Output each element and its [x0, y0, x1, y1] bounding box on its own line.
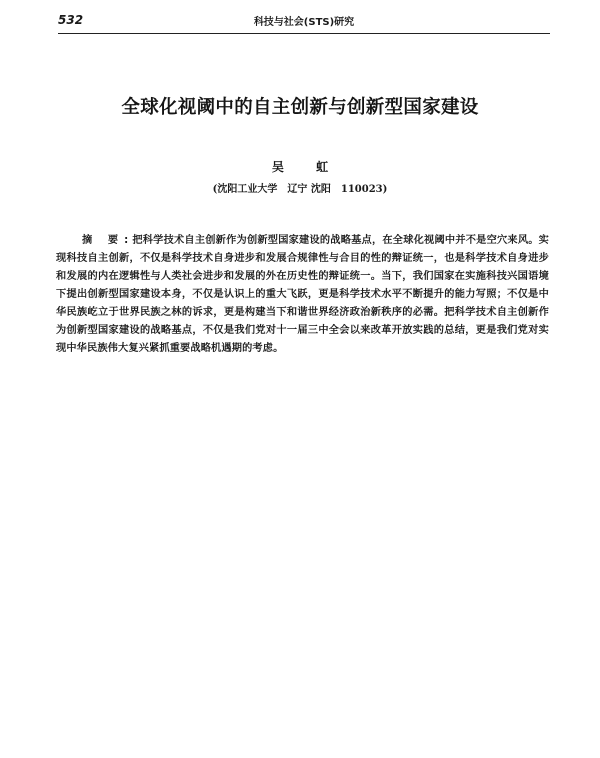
abstract-label: 摘 要: [82, 235, 135, 246]
running-header [58, 11, 550, 31]
journal-name: 科技与社会(STS)研究 [253, 17, 355, 28]
affiliation-open-paren: ( [212, 184, 218, 195]
author-affiliation [0, 180, 600, 195]
page-number: 532 [58, 13, 84, 27]
abstract-text: 把科学技术自主创新作为创新型国家建设的战略基点，在全球化视阈中并不是空穴来风。实现科技自主创新，不仅是科学技术自身进步和发展合规律性与合目的性的辩证统一，也是科学技术自身进步和发展的内在逻辑性与人类社会进步和发展的外在历史性的辩证统一。当下，我们国家在实施科技兴国语境下提出创新型国家建设本身，不仅是认识上的重大飞跃，更是科学技术水平不断提升的能力写照；不仅是中华民族屹立于世界民族之林的诉求，更是构建当下和谐世界经济政治新秩序的必需。把科学技术自主创新作为创新型国家建设的战略基点，不仅是我们党对十一届三中全会以来改革开放实践的总结，更是我们党对实现中华民族伟大复兴紧抓重要战略机遇期的考虑。 [56, 235, 550, 354]
header-rule [58, 33, 550, 34]
affiliation-institution: 沈阳工业大学 [217, 184, 278, 195]
affiliation-close-paren: ) [382, 184, 388, 195]
affiliation-city: 辽宁 沈阳 [287, 184, 331, 195]
affiliation-postcode: 110023 [340, 184, 383, 195]
article-title: 全球化视阈中的自主创新与创新型国家建设 [121, 97, 479, 118]
abstract [56, 232, 549, 358]
author-name: 吴 虹 [271, 160, 343, 174]
